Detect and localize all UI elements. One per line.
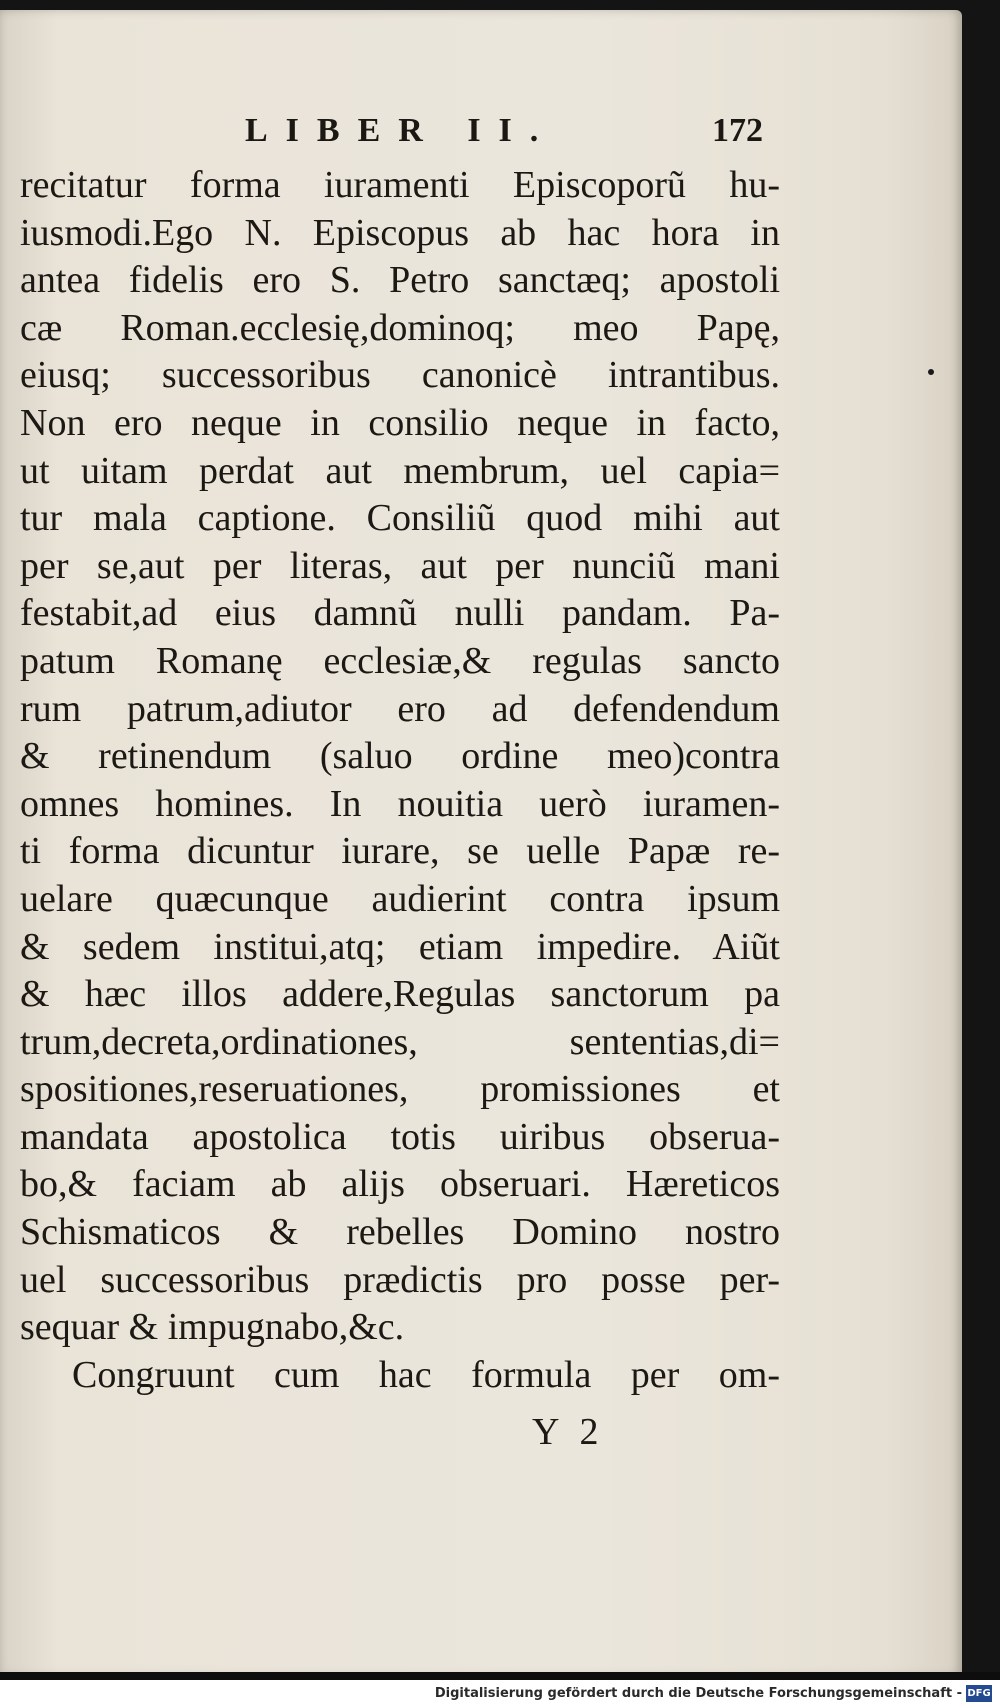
text-line: uel successoribus prædictis pro posse per- bbox=[20, 1258, 780, 1301]
text-line: tur mala captione. Consiliũ quod mihi aut bbox=[20, 497, 780, 540]
text-line-catchline: Congruunt cum hac formula per om- bbox=[72, 1353, 780, 1396]
text-line: Non ero neque in consilio neque in facto, bbox=[20, 401, 780, 444]
text-line: antea fidelis ero S. Petro sanctæq; apostoli bbox=[20, 259, 780, 302]
text-line: ti forma dicuntur iurare, se uelle Papæ re- bbox=[20, 830, 780, 873]
text-line: bo,& faciam ab alijs obseruari. Hæreticos bbox=[20, 1163, 780, 1206]
page-edge-shadow bbox=[0, 1672, 1000, 1680]
text-line: recitatur forma iuramenti Episcoporũ hu- bbox=[20, 164, 780, 206]
page-number: 172 bbox=[712, 112, 763, 149]
text-line: uelare quæcunque audierint contra ipsum bbox=[20, 877, 780, 920]
text-line: festabit,ad eius damnũ nulli pandam. Pa- bbox=[20, 592, 780, 635]
text-line: sequar & impugnabo,&c. bbox=[20, 1306, 405, 1349]
text-line: cæ Roman.ecclesię,dominoq; meo Papę, bbox=[20, 306, 780, 349]
text-line: mandata apostolica totis uiribus obserua- bbox=[20, 1115, 780, 1158]
signature-mark: Y 2 bbox=[532, 1411, 605, 1453]
text-line: ut uitam perdat aut membrum, uel capia= bbox=[20, 449, 780, 492]
text-line: eiusq; successoribus canonicè intrantibus. bbox=[20, 354, 780, 397]
running-header bbox=[0, 112, 962, 158]
text-line: & hæc illos addere,Regulas sanctorum pa bbox=[20, 973, 780, 1016]
ink-spot bbox=[928, 369, 934, 375]
text-line: trum,decreta,ordinationes, sententias,di= bbox=[20, 1020, 780, 1063]
text-line: & sedem institui,atq; etiam impedire. Aiũt bbox=[20, 925, 780, 968]
dfg-logo: DFG bbox=[966, 1685, 992, 1702]
text-line: Schismaticos & rebelles Domino nostro bbox=[20, 1211, 780, 1254]
funding-credit: Digitalisierung gefördert durch die Deutsche Forschungsgemeinschaft - bbox=[434, 1686, 962, 1701]
text-line: iusmodi.Ego N. Episcopus ab hac hora in bbox=[20, 211, 780, 254]
text-line: rum patrum,adiutor ero ad defendendum bbox=[20, 687, 780, 730]
text-line: omnes homines. In nouitia uerò iuramen- bbox=[20, 782, 780, 825]
text-line: per se,aut per literas, aut per nunciũ mani bbox=[20, 544, 780, 587]
text-line: & retinendum (saluo ordine meo)contra bbox=[20, 735, 780, 778]
text-line: patum Romanę ecclesiæ,& regulas sancto bbox=[20, 639, 780, 682]
text-line: spositiones,reseruationes, promissiones et bbox=[20, 1068, 780, 1111]
running-title: LIBER II. bbox=[245, 112, 557, 149]
body-text bbox=[20, 162, 780, 1412]
digitization-footer bbox=[0, 1680, 1000, 1708]
